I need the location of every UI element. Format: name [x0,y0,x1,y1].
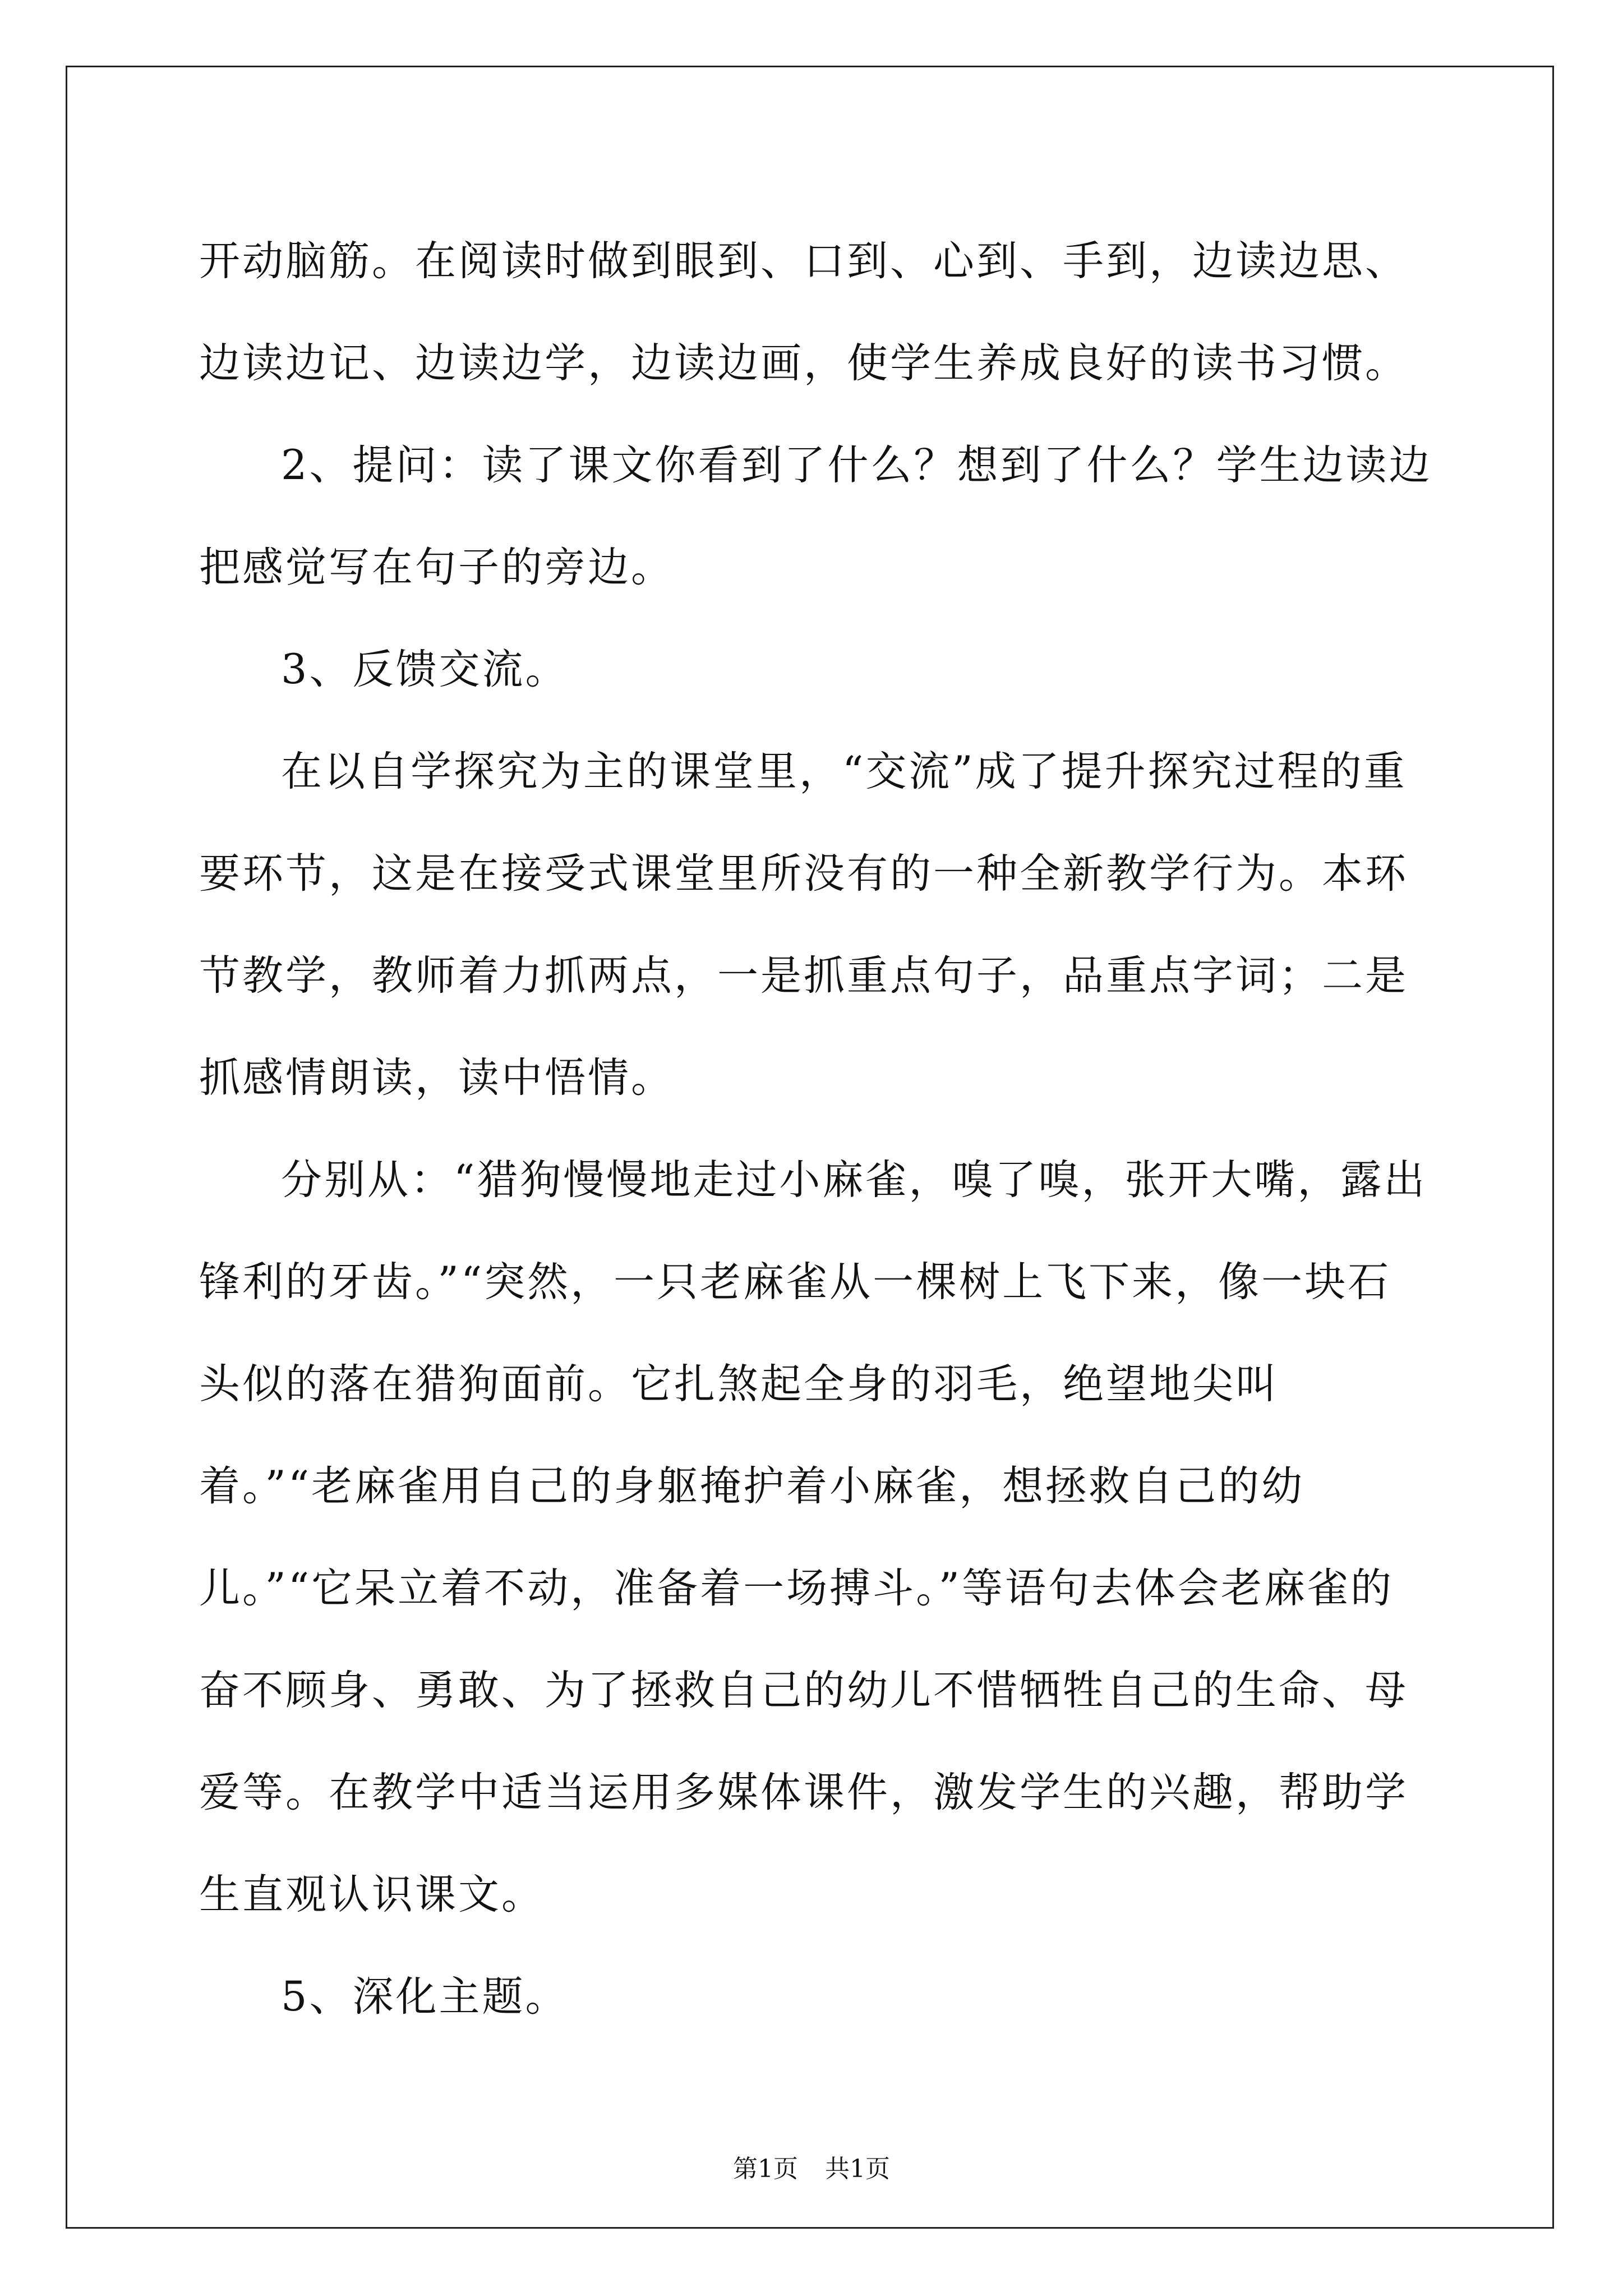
page-number: 第1页 [733,2155,798,2183]
paragraph-6: 5、深化主题。 [281,1973,569,2021]
paragraph-5: 分别从：“猎狗慢慢地走过小麻雀，嗅了嗅，张开大嘴，露出锋利的牙齿。”“突然，一只老麻雀从一棵树上飞下来，像一块石头似的落在猎狗面前。它扎煞起全身的羽毛，绝望地尖叫着。”“老麻雀用自己的身躯掩护着小麻雀，想拯救自己的幼儿。”“它呆立着不动，准备着一场搏斗。”等语句去体会老麻雀的奋不顾身、勇敢、为了拯救自己的幼儿不惜牺牲自己的生命、母爱等。在教学中适当运用多媒体课件，激发学生的兴趣，帮助学生直观认识课文。 [199,1156,1427,1918]
page-total: 共1页 [825,2155,890,2183]
paragraph-1: 开动脑筋。在阅读时做到眼到、口到、心到、手到，边读边思、边读边记、边读边学，边读边画，使学生养成良好的读书习惯。 [199,237,1408,387]
paragraph-3: 3、反馈交流。 [281,646,569,693]
page-footer [0,2148,1623,2184]
paragraph-4: 在以自学探究为主的课堂里，“交流”成了提升探究过程的重要环节，这是在接受式课堂里所没有的一种全新教学行为。本环节教学，教师着力抓两点，一是抓重点句子，品重点字词；二是抓感情朗读，读中悟情。 [199,748,1408,1102]
document-body [199,210,1433,2048]
paragraph-2: 2、提问：读了课文你看到了什么？想到了什么？学生边读边把感觉写在句子的旁边。 [199,441,1432,591]
